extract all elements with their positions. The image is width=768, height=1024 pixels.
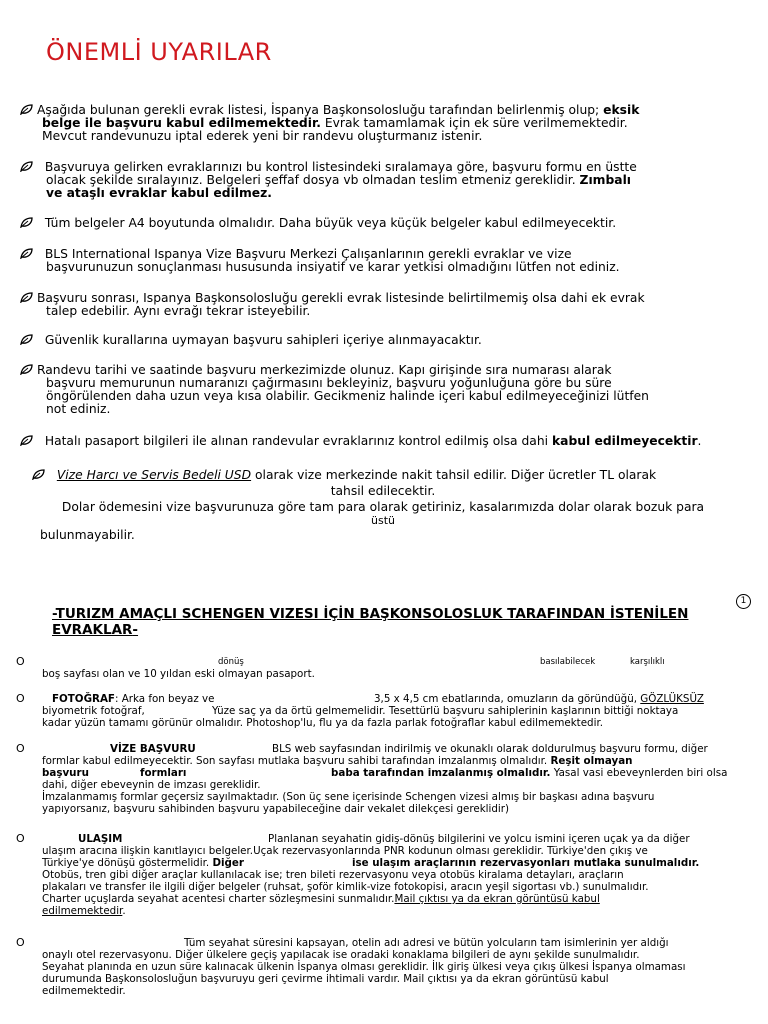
requirement-item: O dönüş basılabilecek karşılıklı boş sayfası olan ve 10 yıldan eski olmayan pasaport. [16,655,665,680]
bullet-marker: O [16,655,25,668]
requirement-item: O ULAŞIM Planlanan seyahatin gidiş-dönüş bilgilerini ve yolcu ismini içeren uçak ya da diğer ulaşım aracına ilişkin kanıtlayıcı belgeler.Uçak rezervasyonlarında PNR kodunun olması gereklidir. Türkiye'den çıkış ve Türkiye'ye dönüşü göstermelidir. Diğer ise ulaşım araçlarının rezervasyonları mutlaka sunulmalıdır. Otobüs, tren gibi diğer araçlar kullanılacak ise; tren bileti rezervasyonu veya otobüs kiralama detayları, araçların plakaları ve transfer ile ilgili diğer belgeler (ruhsat, şoför kimlik-vize fotokopisi, aracın yeşil sigortası vb.) sunulmalıdır. Charter uçuşlarda seyahat acentesi charter sözleşmesini sunmalıdır.Mail çıktısı ya da ekran görüntüsü kabul edilmemektedir. [16,832,700,917]
leaf-icon [20,104,33,115]
leaf-icon [20,364,33,375]
warning-item: Başvuruya gelirken evraklarınızı bu kontrol listesindeki sıralamaya göre, başvuru formu en üstte olacak şekilde sıralayınız. Belgeleri şeffaf dosya vb olmadan teslim etmeniz gereklidir. Zımbalı ve ataşlı evraklar kabul edilmez. [20,161,746,200]
requirement-item: O FOTOĞRAF: Arka fon beyaz ve 3,5 x 4,5 cm ebatlarında, omuzların da göründüğü, GÖZLÜKSÜZ biyometrik fotoğraf, Yüze saç ya da örtü gelmemelidir. Tesettürlü başvuru sahiplerinin kaşlarının bittiği noktaya kadar yüzün tamamı görünür olmalıdır. Photoshop'lu, flu ya da fazla parlak fotoğraflar kabul edilmemektedir. [16,692,704,729]
leaf-icon [20,248,33,259]
leaf-icon [20,217,33,228]
bullet-marker: O [16,832,25,845]
leaf-icon [20,435,33,446]
bullet-marker: O [16,936,25,949]
warning-item: Randevu tarihi ve saatinde başvuru merkezimizde olunuz. Kapı girişinde sıra numarası alarak başvuru memurunun numaranızı çağırmasını bekleyiniz, başvuru yoğunluğuna göre bu süre öngörülenden daha uzun veya kısa olabilir. Gecikmeniz halinde içeri kabul edilmeyeceğinizi lütfen not ediniz. [20,364,746,416]
page-number-badge: 1 [736,594,751,609]
page-title: ÖNEMLİ UYARILAR [46,38,272,66]
requirement-item: O Tüm seyahat süresini kapsayan, otelin adı adresi ve bütün yolcuların tam isimlerinin yer aldığı onaylı otel rezervasyonu. Diğer ülkelere geçiş yapılacak ise oradaki konaklama bilgileri de aynı şekilde sunulmalıdır. Seyahat planında en uzun süre kalınacak ülkenin İspanya olması gereklidir. İlk giriş ülkesi veya çıkış ülkesi İspanya olmaması durumunda Başkonsolosluğun başvuruyu geri çevirme ihtimali vardır. Mail çıktısı ya da ekran görüntüsü kabul edilmemektedir. [16,936,686,997]
leaf-icon [20,292,33,303]
requirement-item: O VİZE BAŞVURU BLS web sayfasından indirilmiş ve okunaklı olarak doldurulmuş başvuru formu, diğer formlar kabul edilmeyecektir. Son sayfası mutlaka başvuru sahibi tarafından imzalanmış olmalıdır. Reşit olmayan başvuru formları baba tarafından imzalanmış olmalıdır. Yasal vasi ebeveynlerden biri olsa dahi, diğer ebeveynin de imzası gereklidir. İmzalanmamış formlar geçersiz sayılmaktadır. (Son üç sene içerisinde Schengen vizesi almış bir başkası adına başvuru yapıyorsanız, başvuru sahibinden başvuru yapabileceğine dair vekalet dilekçesi gereklidir) [16,742,728,815]
warning-item: Vize Harcı ve Servis Bedeli USD olarak vize merkezinde nakit tahsil edilir. Diğer ücretler TL olarak tahsil edilecektir. Dolar ödemesini vize başvurunuza göre tam para olarak getiriniz, kasalarımızda dolar olarak bozuk para üstü bulunmayabilir. [20,469,746,542]
warning-item: Başvuru sonrası, Ispanya Başkonsolosluğu gerekli evrak listesinde belirtilmemiş olsa dahi ek evrak talep edebilir. Aynı evrağı tekrar isteyebilir. [20,292,746,318]
bullet-marker: O [16,742,25,755]
warning-item: Aşağıda bulunan gerekli evrak listesi, İspanya Başkonsolosluğu tarafından belirlenmiş olup; eksik belge ile başvuru kabul edilmemektedir. Evrak tamamlamak için ek süre verilmemektedir. Mevcut randevunuzu iptal ederek yeni bir randevu oluşturmanız istenir. [20,104,746,143]
leaf-icon [20,334,33,345]
leaf-icon [20,161,33,172]
leaf-icon [32,469,45,480]
warning-item: Hatalı pasaport bilgileri ile alınan randevular evraklarınız kontrol edilmiş olsa dahi kabul edilmeyecektir. [20,435,746,448]
section-title: -TURIZM AMAÇLI SCHENGEN VIZESI İÇİN BAŞKONSOLOSLUK TARAFINDAN İSTENİLEN EVRAKLAR- [52,606,689,638]
bullet-marker: O [16,692,25,705]
warning-item: Güvenlik kurallarına uymayan başvuru sahipleri içeriye alınmayacaktır. [20,334,746,347]
warning-item: BLS International Ispanya Vize Başvuru Merkezi Çalışanlarının gerekli evraklar ve vize başvurunuzun sonuçlanması hususunda insiyatif ve karar yetkisi olmadığını lütfen not ediniz. [20,248,746,274]
warning-item: Tüm belgeler A4 boyutunda olmalıdır. Daha büyük veya küçük belgeler kabul edilmeyecektir. [20,217,746,230]
